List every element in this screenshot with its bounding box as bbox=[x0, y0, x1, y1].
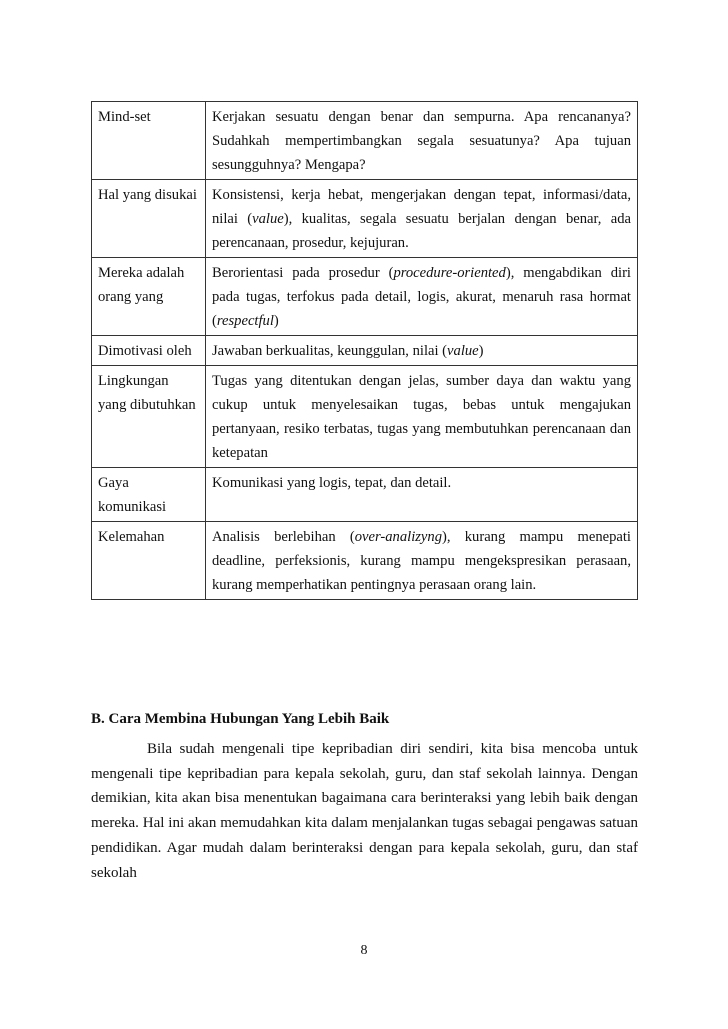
table-row bbox=[92, 258, 638, 336]
italic-term: procedure-oriented bbox=[393, 265, 506, 281]
description-text: Analisis berlebihan ( bbox=[212, 529, 355, 545]
table-row bbox=[92, 468, 638, 522]
description-text: Konsistensi, kerja hebat, mengerjakan dengan tepat, informasi/data, nilai ( bbox=[212, 187, 631, 227]
row-description bbox=[206, 102, 638, 180]
italic-term: over-analizyng bbox=[354, 529, 442, 545]
description-text: ) bbox=[273, 313, 279, 329]
row-label: Dimotivasi oleh bbox=[92, 336, 206, 366]
table-row bbox=[92, 102, 638, 180]
description-text: Kerjakan sesuatu dengan benar dan sempurna. Apa rencananya? Sudahkah mempertimbangkan segala sesuatunya? Apa tujuan sesungguhnya? Mengapa? bbox=[212, 109, 631, 173]
row-label: Gaya komunikasi bbox=[92, 468, 206, 522]
row-label: Kelemahan bbox=[92, 522, 206, 600]
description-text: ), kualitas, segala sesuatu berjalan dengan benar, ada perencanaan, prosedur, kejujuran. bbox=[212, 211, 632, 251]
italic-term: value bbox=[447, 343, 479, 359]
description-text: Berorientasi pada prosedur ( bbox=[212, 265, 394, 281]
row-description bbox=[206, 258, 638, 336]
table-row bbox=[92, 522, 638, 600]
body-paragraph: Bila sudah mengenali tipe kepribadian diri sendiri, kita bisa mencoba untuk mengenali tipe kepribadian para kepala sekolah, guru, dan staf sekolah lainnya. Dengan demikian, kita akan bisa menentukan bagaimana cara berinteraksi yang lebih baik dengan mereka. Hal ini akan memudahkan kita dalam menjalankan tugas sebagai pengawas satuan pendidikan. Agar mudah dalam berinteraksi dengan para kepala sekolah, guru, dan staf sekolah bbox=[91, 741, 638, 881]
italic-term: respectful bbox=[216, 313, 274, 329]
page-number: 8 bbox=[360, 943, 368, 958]
row-label: Hal yang disukai bbox=[92, 180, 206, 258]
description-text: Komunikasi yang logis, tepat, dan detail. bbox=[212, 475, 452, 491]
row-description bbox=[206, 522, 638, 600]
description-text: ), mengabdikan diri pada tugas, terfokus pada detail, logis, akurat, menaruh rasa hormat ( bbox=[212, 265, 631, 329]
row-description bbox=[206, 468, 638, 522]
row-description bbox=[206, 336, 638, 366]
italic-term: value bbox=[252, 211, 284, 227]
description-text: Jawaban berkualitas, keunggulan, nilai ( bbox=[212, 343, 448, 359]
description-text: ), kurang mampu menepati deadline, perfeksionis, kurang mampu mengekspresikan perasaan, kurang memperhatikan pentingnya perasaan orang lain. bbox=[212, 529, 631, 593]
row-label: Lingkungan yang dibutuhkan bbox=[92, 366, 206, 468]
row-label: Mereka adalah orang yang bbox=[92, 258, 206, 336]
section-heading: B. Cara Membina Hubungan Yang Lebih Baik bbox=[91, 711, 390, 727]
row-description bbox=[206, 366, 638, 468]
table-row bbox=[92, 180, 638, 258]
row-description bbox=[206, 180, 638, 258]
description-text: Tugas yang ditentukan dengan jelas, sumber daya dan waktu yang cukup untuk menyelesaikan tugas, bebas untuk mengajukan pertanyaan, resiko terbatas, tugas yang membutuhkan perencanaan dan ketepatan bbox=[212, 373, 631, 461]
row-label: Mind-set bbox=[92, 102, 206, 180]
table-row bbox=[92, 336, 638, 366]
table-row bbox=[92, 366, 638, 468]
personality-traits-table bbox=[91, 101, 638, 600]
description-text: ) bbox=[478, 343, 484, 359]
